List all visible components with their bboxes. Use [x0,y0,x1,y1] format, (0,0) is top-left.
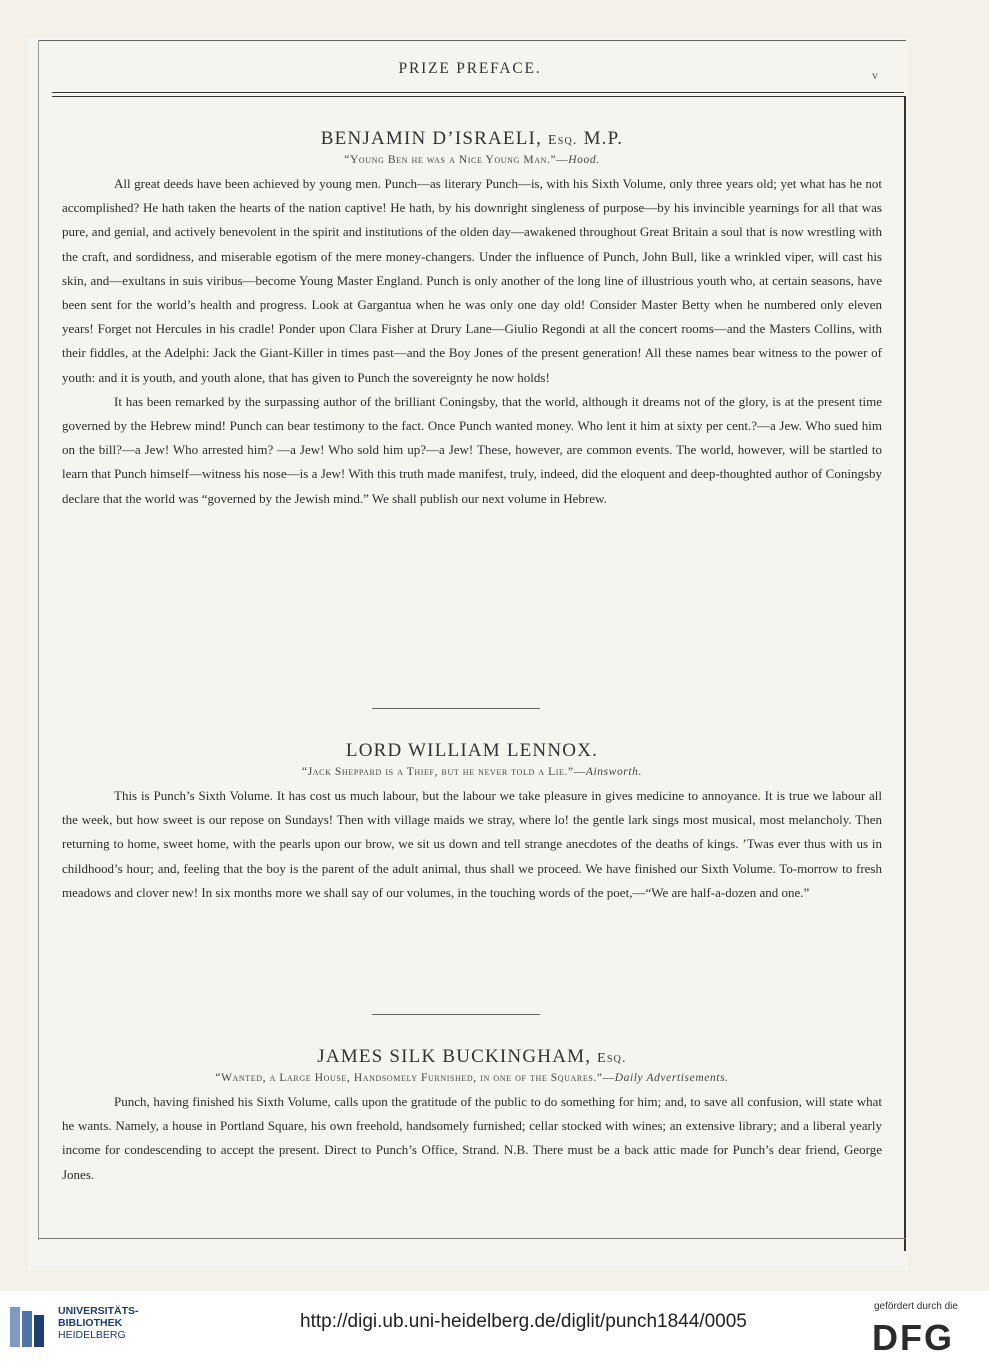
title-main: BENJAMIN D’ISRAELI, [320,128,543,149]
frame-rule-left [38,40,39,1240]
library-line-2: BIBLIOTHEK [58,1317,123,1329]
running-head: PRIZE PREFACE. [398,60,542,77]
section-title [62,128,882,150]
epigraph [62,154,882,166]
paragraph: It has been remarked by the surpassing author of the brilliant Coningsby, that the world, although it dreams not of the glory, is at the present time governed by the Hebrew mind! Punch can bear testimony to the fact. Once Punch wanted money. Who lent it him at sixty per cent.?—a Jew. Who sued him on the bill?—a Jew! Who arrested him? —a Jew! Who sold him up?—a Jew! These, however, are common events. The world, however, will be startled to learn that Punch himself—witness his nose—is a Jew! With this truth made manifest, truly, indeed, did the eloquent and deep-thoughted author of Coningsby declare that the world was “governed by the Jewish mind.” We shall publish our next volume in Hebrew. [62,393,882,506]
section-disraeli [62,128,882,511]
section-title [62,1046,882,1068]
funding-note: gefördert durch die [874,1301,958,1312]
title-small-caps: Esq. [597,1051,627,1066]
epigraph-source: Ainsworth. [585,766,642,778]
paragraph: All great deeds have been achieved by young men. Punch—as literary Punch—is, with his Sixth Volume, only three years old; yet what has he not accomplished? He hath taken the hearts of the nation captive! He hath, by his downright singleness of purpose—by his invincible yearnings for all that was pure, and genial, and actively benevolent in the spirit and institutions of the olden day—awakened throughout Great Britain a soul that is now wrestling with the craft, and sordidness, and miserable egotism of the mere money-changers. Under the influence of Punch, John Bull, like a wrinkled viper, will cast his skin, and—exultans in suis viribus—become Young Master England. Punch is only another of the long line of illustrious youth who, at certain seasons, have been sent for the world’s health and progress. Look at Gargantua when he was only one day old! Consider Master Betty when he numbered only eleven years! Forget not Hercules in his cradle! Ponder upon Clara Fisher at Drury Lane—Giulio Regondi at all the concert rooms—and the Masters Collins, with their fiddles, at the Adelphi: Jack the Giant-Killer in times past—and the Boy Jones of the present generation! All these names bear witness to the power of youth: and it is youth, and youth alone, that has given to Punch the sovereignty he now holds! [62,176,882,385]
paragraph: Punch, having finished his Sixth Volume, calls upon the gratitude of the public to do something for him; and, to save all confusion, will state what he wants. Namely, a house in Portland Square, his own freehold, handsomely furnished; cellar stocked with wines; an extensive library; and a liberal yearly income for condescending to accept the present. Direct to Punch’s Office, Strand. N.B. There must be a back attic made for Punch’s dear friend, George Jones. [62,1094,882,1182]
page-number: v [872,68,878,82]
footer-bar [0,1291,989,1369]
paragraph: This is Punch’s Sixth Volume. It has cost us much labour, but the labour we take pleasure in gives medicine to annoyance. It is true we labour all the week, but how sweet is our repose on Sundays! Then with village maids we stray, where lo! the gentle lark sings most musical, most melancholy. Then returning to home, sweet home, with the pearls upon our brow, we sit us down and tell strange anecdotes of the deaths of kings. ’Twas ever thus with us in childhood’s hour; and, feeling that the boy is the parent of the adult animal, thus shall we proceed. We have finished our Sixth Volume. To-morrow to fresh meadows and clover new! In six months more we shall say of our volumes, in the touching words of the poet,—“We are half-a-dozen and one.” [62,788,882,900]
section-divider [372,708,540,709]
epigraph-source: Hood. [568,154,600,166]
header-double-rule [52,92,904,97]
epigraph-text: “Wanted, a Large House, Handsomely Furnished, in one of the Squares.”— [215,1072,615,1084]
section-title [62,740,882,762]
library-name [58,1305,139,1341]
university-library-logo-icon [8,1303,50,1351]
epigraph [62,766,882,778]
section-divider [372,1014,540,1015]
title-small-caps: Esq. [547,133,578,148]
library-line-1: UNIVERSITÄTS- [58,1305,139,1317]
title-main: JAMES SILK BUCKINGHAM, [317,1046,592,1067]
frame-rule-right [904,96,906,1251]
section-buckingham [62,1046,882,1187]
title-tail: M.P. [583,128,624,149]
frame-rule-bottom [38,1238,906,1239]
frame-rule-top [38,40,906,41]
title-main: LORD WILLIAM LENNOX. [345,740,599,761]
dfg-logo: DFG [872,1317,954,1358]
epigraph-text: “Jack Sheppard is a Thief, but he never told a Lie.”— [301,766,586,778]
permalink-url[interactable]: http://digi.ub.uni-heidelberg.de/diglit/punch1844/0005 [300,1311,747,1332]
section-lennox [62,740,882,905]
epigraph-source: Daily Advertisements. [614,1072,729,1084]
epigraph-text: “Young Ben he was a Nice Young Man.”— [344,154,569,166]
epigraph [62,1072,882,1084]
library-line-3: HEIDELBERG [58,1329,126,1341]
